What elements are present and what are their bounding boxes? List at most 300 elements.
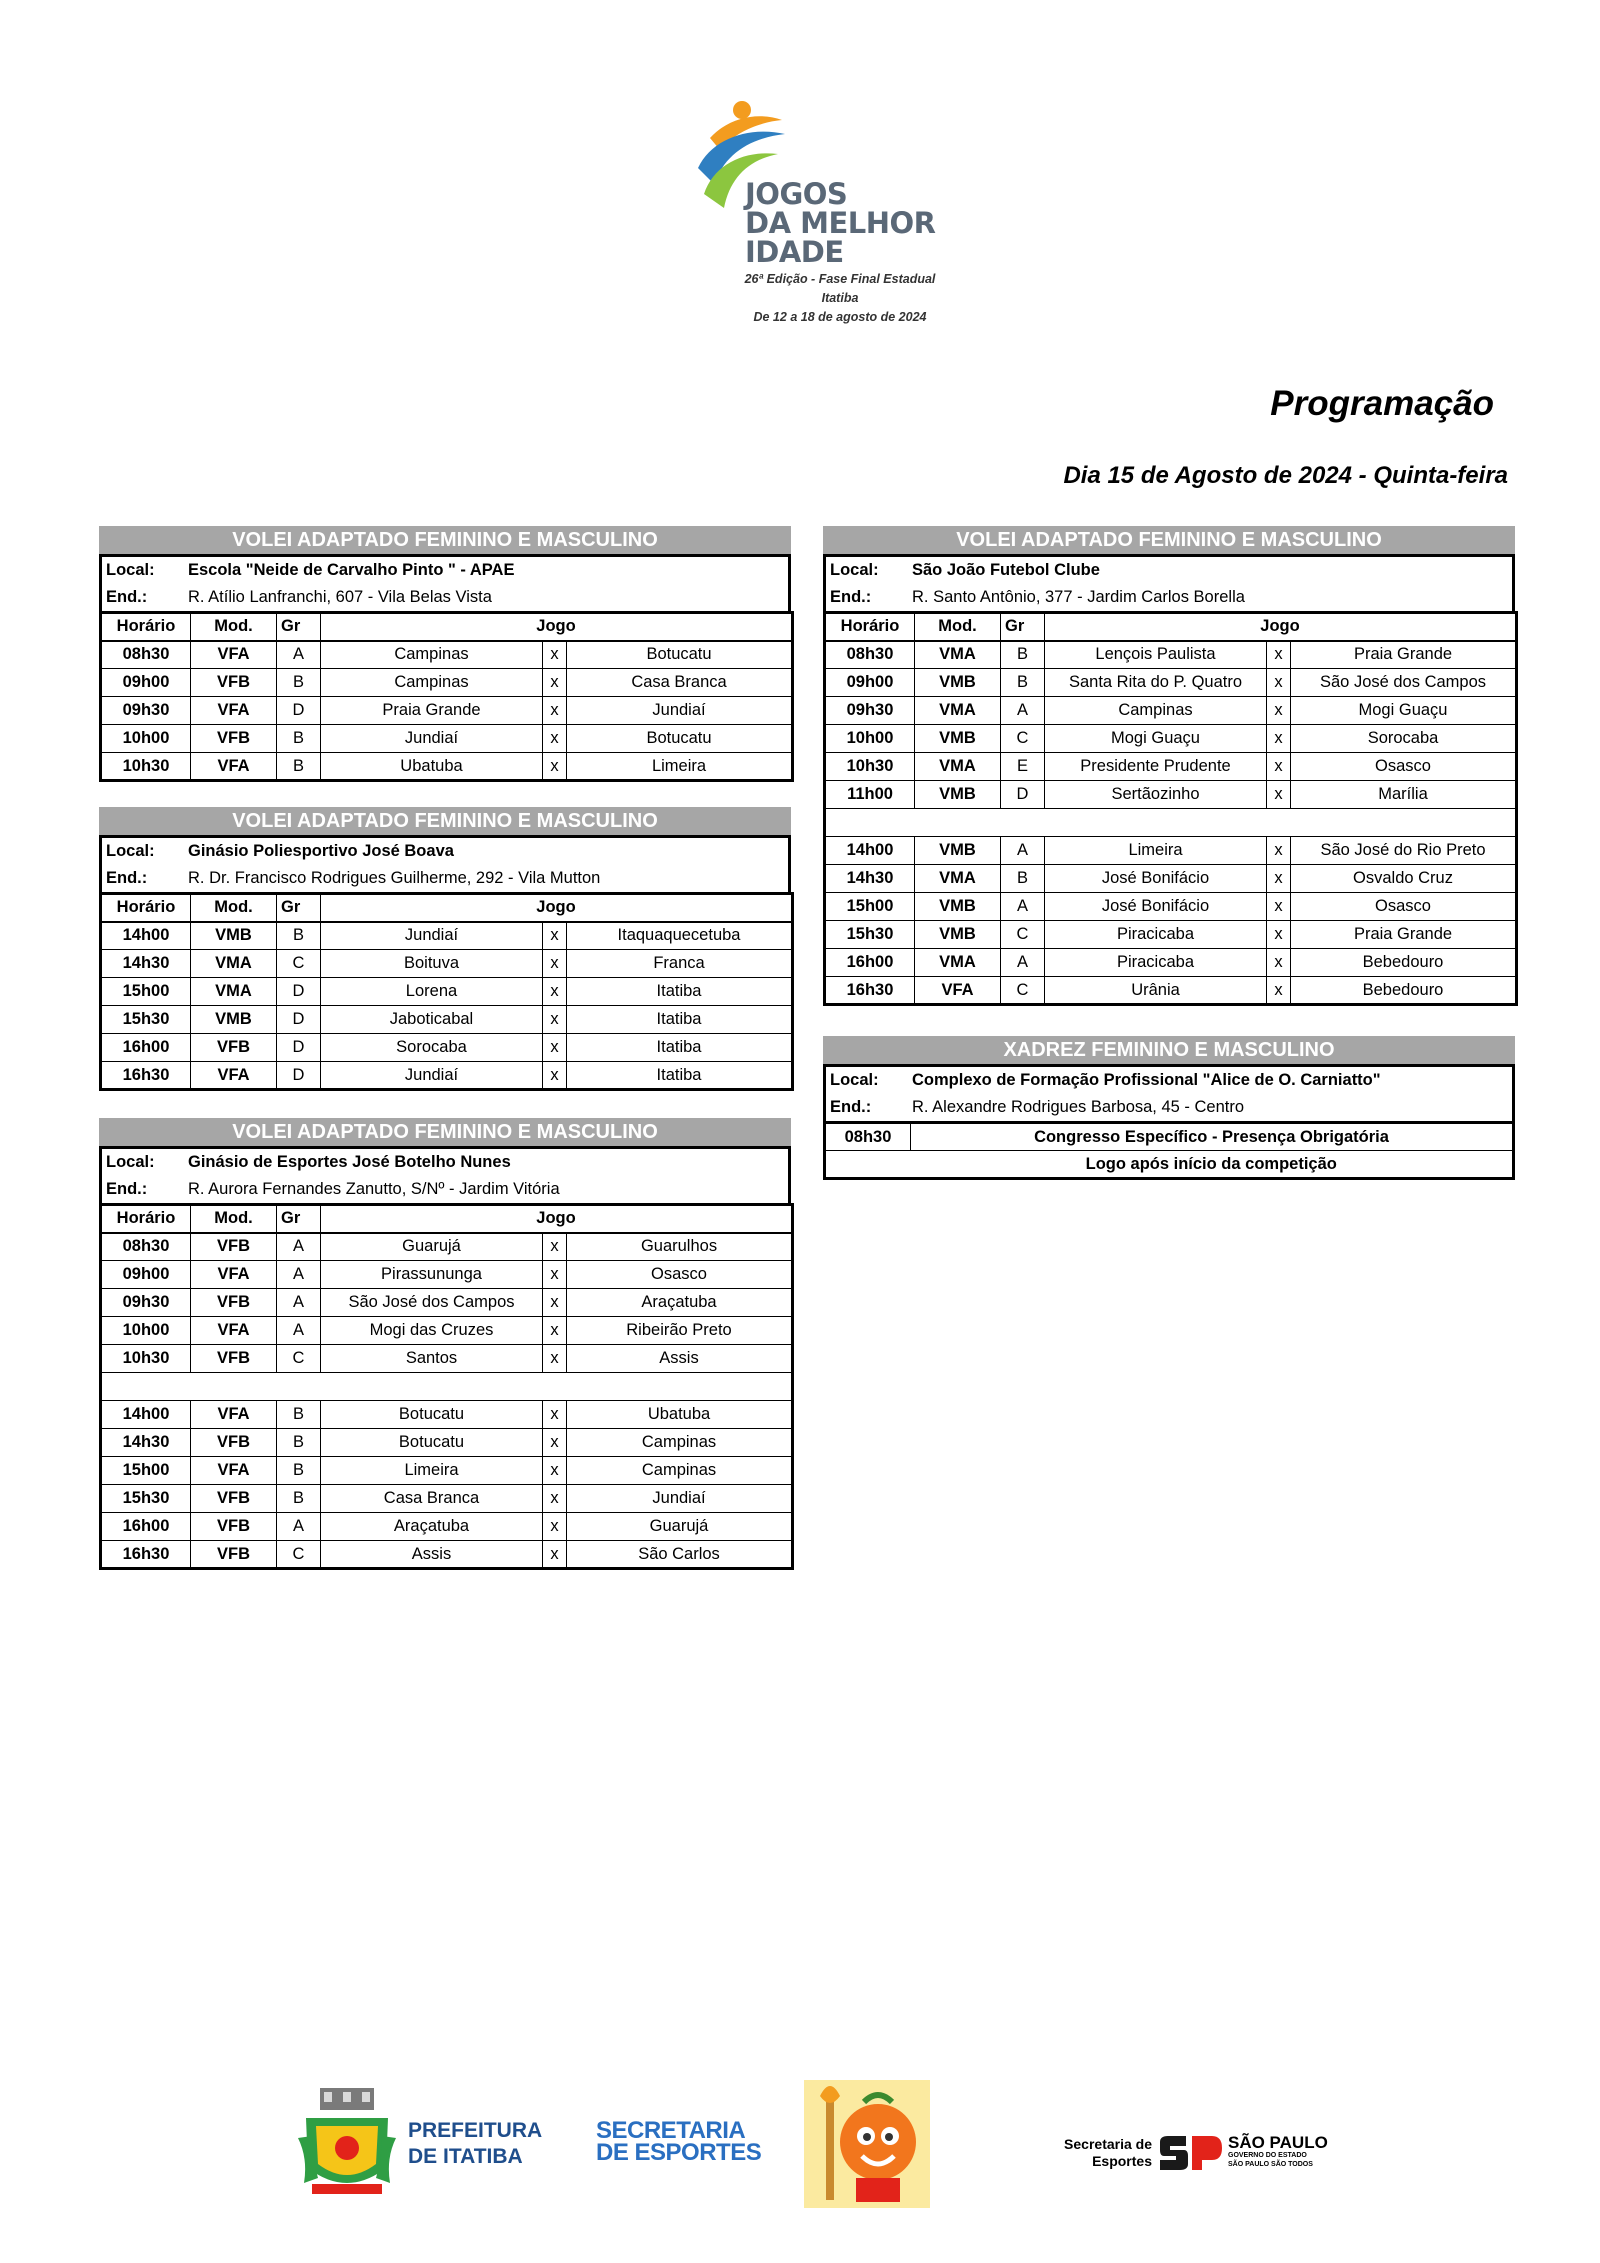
cell-modality: VFA: [191, 697, 277, 725]
sp-logo-sub-1: GOVERNO DO ESTADO: [1228, 2152, 1307, 2159]
table-row: [101, 1401, 793, 1429]
cell-team-b: Praia Grande: [1291, 921, 1517, 949]
cell-time: 16h00: [101, 1034, 191, 1062]
cell-versus: x: [543, 725, 567, 753]
cell-time: 10h30: [101, 1345, 191, 1373]
cell-team-b: Itatiba: [567, 1006, 793, 1034]
logo-line-3: IDADE: [745, 235, 844, 269]
cell-team-b: Osasco: [1291, 893, 1517, 921]
cell-team-a: Campinas: [1045, 697, 1267, 725]
logo-dates: De 12 a 18 de agosto de 2024: [753, 310, 927, 324]
cell-modality: VFA: [191, 1401, 277, 1429]
table-row: [825, 837, 1517, 865]
chess-address-row: [826, 1094, 1512, 1121]
cell-group: D: [277, 1034, 321, 1062]
cell-team-b: Casa Branca: [567, 669, 793, 697]
table-row: [825, 893, 1517, 921]
schedule-block-jose-botelho: [99, 1118, 791, 1570]
cell-team-a: Campinas: [321, 669, 543, 697]
address-row: [102, 865, 788, 892]
local-label: Local:: [106, 1153, 155, 1171]
cell-versus: x: [543, 1062, 567, 1090]
chess-local-row: [826, 1067, 1512, 1094]
cell-group: B: [277, 1457, 321, 1485]
table-row: [101, 1317, 793, 1345]
address-row: [826, 584, 1512, 611]
table-row: [101, 1062, 793, 1090]
schedule-table: [823, 611, 1518, 1006]
cell-group: B: [277, 1401, 321, 1429]
header-horario: Horário: [101, 613, 191, 641]
table-row: [101, 1513, 793, 1541]
cell-team-a: Urânia: [1045, 977, 1267, 1005]
cell-versus: x: [1267, 753, 1291, 781]
cell-modality: VMA: [915, 865, 1001, 893]
cell-team-a: Sertãozinho: [1045, 781, 1267, 809]
cell-modality: VFB: [191, 1513, 277, 1541]
cell-team-a: Lençois Paulista: [1045, 641, 1267, 669]
cell-team-a: Botucatu: [321, 1429, 543, 1457]
chess-row: [825, 1123, 1514, 1151]
cell-group: C: [277, 1541, 321, 1569]
chess-line-1: Congresso Específico - Presença Obrigatória: [911, 1123, 1514, 1151]
address-label: End.:: [830, 588, 872, 606]
table-row: [101, 1457, 793, 1485]
cell-group: B: [1001, 641, 1045, 669]
header-gr: Gr: [1001, 613, 1045, 641]
address-row: [102, 584, 788, 611]
cell-versus: x: [1267, 977, 1291, 1005]
sp-logo-sub-2: SÃO PAULO SÃO TODOS: [1228, 2161, 1313, 2168]
chess-time: 08h30: [825, 1123, 911, 1151]
cell-versus: x: [543, 753, 567, 781]
mascot-icon: [804, 2080, 930, 2208]
table-header-row: [101, 894, 793, 922]
cell-group: D: [277, 697, 321, 725]
cell-group: B: [277, 725, 321, 753]
chess-address-value: R. Alexandre Rodrigues Barbosa, 45 - Centro: [912, 1098, 1245, 1116]
chess-row: [825, 1151, 1514, 1179]
table-row: [101, 1429, 793, 1457]
cell-team-b: São José dos Campos: [1291, 669, 1517, 697]
cell-group: D: [277, 1006, 321, 1034]
table-row: [101, 1261, 793, 1289]
cell-group: E: [1001, 753, 1045, 781]
table-row: [101, 978, 793, 1006]
cell-versus: x: [543, 922, 567, 950]
cell-modality: VMA: [191, 978, 277, 1006]
table-header-row: [101, 1205, 793, 1233]
address-value: R. Atílio Lanfranchi, 607 - Vila Belas Vista: [188, 588, 492, 606]
cell-modality: VMB: [915, 669, 1001, 697]
cell-versus: x: [543, 1034, 567, 1062]
block-heading: VOLEI ADAPTADO FEMININO E MASCULINO: [99, 807, 791, 835]
logo-city: Itatiba: [821, 291, 859, 305]
cell-versus: x: [543, 1317, 567, 1345]
cell-team-a: Guarujá: [321, 1233, 543, 1261]
prefeitura-line-2: DE ITATIBA: [408, 2145, 523, 2168]
cell-modality: VFA: [191, 1261, 277, 1289]
table-row: [101, 1233, 793, 1261]
cell-versus: x: [543, 669, 567, 697]
prefeitura-logo-text: [408, 2118, 542, 2170]
sp-logo-title: SÃO PAULO: [1228, 2133, 1328, 2152]
cell-team-b: Sorocaba: [1291, 725, 1517, 753]
table-spacer-row: [825, 809, 1517, 837]
cell-versus: x: [543, 978, 567, 1006]
block-heading: VOLEI ADAPTADO FEMININO E MASCULINO: [99, 526, 791, 554]
cell-modality: VMB: [915, 837, 1001, 865]
table-row: [101, 1034, 793, 1062]
cell-team-b: Osasco: [1291, 753, 1517, 781]
table-row: [101, 950, 793, 978]
cell-group: B: [1001, 669, 1045, 697]
cell-team-a: Mogi das Cruzes: [321, 1317, 543, 1345]
table-row: [825, 669, 1517, 697]
spacer-cell: [101, 1373, 793, 1401]
table-header-row: [101, 613, 793, 641]
cell-time: 08h30: [101, 641, 191, 669]
cell-group: A: [1001, 697, 1045, 725]
secretaria-esportes-logo-text: [596, 2117, 762, 2166]
cell-team-b: Guarujá: [567, 1513, 793, 1541]
cell-team-a: Lorena: [321, 978, 543, 1006]
cell-team-b: São José do Rio Preto: [1291, 837, 1517, 865]
cell-modality: VMB: [191, 922, 277, 950]
cell-team-b: Jundiaí: [567, 697, 793, 725]
cell-modality: VFB: [191, 1233, 277, 1261]
cell-modality: VFA: [191, 1457, 277, 1485]
chess-block: [823, 1036, 1515, 1180]
cell-modality: VMB: [915, 921, 1001, 949]
cell-time: 15h30: [101, 1006, 191, 1034]
header-horario: Horário: [101, 894, 191, 922]
cell-time: 10h00: [825, 725, 915, 753]
logo-line-2: DA MELHOR: [745, 206, 936, 240]
cell-modality: VFA: [191, 1317, 277, 1345]
cell-team-b: Mogi Guaçu: [1291, 697, 1517, 725]
table-row: [825, 865, 1517, 893]
header-mod: Mod.: [191, 613, 277, 641]
header-gr: Gr: [277, 894, 321, 922]
cell-team-a: Pirassununga: [321, 1261, 543, 1289]
header-jogo: Jogo: [321, 1205, 793, 1233]
cell-team-b: Botucatu: [567, 641, 793, 669]
cell-versus: x: [543, 1485, 567, 1513]
cell-group: D: [277, 1062, 321, 1090]
local-row: [102, 557, 788, 584]
cell-modality: VFB: [191, 1541, 277, 1569]
cell-time: 14h00: [101, 1401, 191, 1429]
cell-team-b: Itatiba: [567, 1034, 793, 1062]
cell-time: 14h30: [101, 950, 191, 978]
cell-team-b: Itaquaquecetuba: [567, 922, 793, 950]
cell-versus: x: [1267, 697, 1291, 725]
address-row: [102, 1176, 788, 1203]
cell-versus: x: [1267, 725, 1291, 753]
chess-line-2: Logo após início da competição: [911, 1151, 1514, 1179]
local-label: Local:: [830, 561, 879, 579]
header-mod: Mod.: [915, 613, 1001, 641]
cell-modality: VMA: [915, 641, 1001, 669]
cell-time: 15h00: [101, 1457, 191, 1485]
address-label: End.:: [830, 1098, 872, 1116]
cell-versus: x: [1267, 669, 1291, 697]
cell-team-a: Jundiaí: [321, 725, 543, 753]
header-jogo: Jogo: [321, 894, 793, 922]
cell-group: A: [1001, 837, 1045, 865]
cell-modality: VMA: [915, 949, 1001, 977]
cell-group: C: [1001, 725, 1045, 753]
cell-modality: VMB: [915, 725, 1001, 753]
cell-group: B: [1001, 865, 1045, 893]
cell-team-a: José Bonifácio: [1045, 893, 1267, 921]
cell-time: 10h00: [101, 725, 191, 753]
cell-group: A: [1001, 949, 1045, 977]
table-row: [101, 641, 793, 669]
cell-time: 15h30: [825, 921, 915, 949]
cell-group: B: [277, 922, 321, 950]
table-row: [101, 1289, 793, 1317]
local-value: São João Futebol Clube: [912, 561, 1100, 579]
cell-time: 09h00: [825, 669, 915, 697]
cell-modality: VMB: [191, 1006, 277, 1034]
cell-team-b: Guarulhos: [567, 1233, 793, 1261]
cell-team-b: Osvaldo Cruz: [1291, 865, 1517, 893]
cell-versus: x: [543, 1233, 567, 1261]
table-row: [101, 1485, 793, 1513]
cell-modality: VMB: [915, 781, 1001, 809]
cell-group: B: [277, 1429, 321, 1457]
cell-team-b: Bebedouro: [1291, 949, 1517, 977]
sp-logo-text: [1228, 2134, 1328, 2169]
address-value: R. Aurora Fernandes Zanutto, S/Nº - Jardim Vitória: [188, 1180, 560, 1198]
cell-group: A: [277, 1233, 321, 1261]
sec-estado-line-2: Esportes: [1092, 2153, 1152, 2169]
cell-team-a: Jundiaí: [321, 1062, 543, 1090]
cell-team-a: Jaboticabal: [321, 1006, 543, 1034]
table-row: [825, 641, 1517, 669]
secretaria-line-1: SECRETARIA: [596, 2117, 746, 2144]
page-date: Dia 15 de Agosto de 2024 - Quinta-feira: [1063, 462, 1508, 489]
cell-team-a: José Bonifácio: [1045, 865, 1267, 893]
cell-team-b: Araçatuba: [567, 1289, 793, 1317]
cell-group: A: [277, 1261, 321, 1289]
table-row: [101, 669, 793, 697]
cell-time: 09h00: [101, 1261, 191, 1289]
header-mod: Mod.: [191, 894, 277, 922]
cell-group: B: [277, 753, 321, 781]
chess-block-heading: XADREZ FEMININO E MASCULINO: [823, 1036, 1515, 1064]
cell-team-a: Araçatuba: [321, 1513, 543, 1541]
cell-versus: x: [543, 1513, 567, 1541]
table-spacer-row: [101, 1373, 793, 1401]
table-row: [825, 725, 1517, 753]
cell-team-a: Mogi Guaçu: [1045, 725, 1267, 753]
table-row: [101, 697, 793, 725]
header-horario: Horário: [825, 613, 915, 641]
local-row: [102, 1149, 788, 1176]
venue-info: [99, 554, 791, 611]
cell-team-b: Jundiaí: [567, 1485, 793, 1513]
cell-modality: VFA: [191, 641, 277, 669]
cell-team-a: Sorocaba: [321, 1034, 543, 1062]
local-row: [826, 557, 1512, 584]
cell-versus: x: [543, 1345, 567, 1373]
cell-time: 16h30: [101, 1541, 191, 1569]
header-horario: Horário: [101, 1205, 191, 1233]
cell-modality: VMA: [915, 697, 1001, 725]
venue-info: [99, 835, 791, 892]
cell-time: 10h30: [101, 753, 191, 781]
cell-versus: x: [1267, 837, 1291, 865]
local-row: [102, 838, 788, 865]
table-row: [825, 949, 1517, 977]
schedule-table: [99, 611, 794, 782]
cell-team-b: Botucatu: [567, 725, 793, 753]
header-mod: Mod.: [191, 1205, 277, 1233]
cell-group: C: [1001, 977, 1045, 1005]
cell-versus: x: [1267, 921, 1291, 949]
page-title: Programação: [1270, 384, 1494, 423]
cell-time: 14h30: [825, 865, 915, 893]
itatiba-coat-of-arms-icon: [298, 2088, 396, 2200]
address-value: R. Santo Antônio, 377 - Jardim Carlos Borella: [912, 588, 1245, 606]
schedule-block-jose-boava: [99, 807, 791, 1091]
cell-time: 16h30: [101, 1062, 191, 1090]
cell-versus: x: [543, 950, 567, 978]
local-value: Ginásio Poliesportivo José Boava: [188, 842, 454, 860]
cell-modality: VMA: [915, 753, 1001, 781]
address-label: End.:: [106, 1180, 148, 1198]
cell-team-a: Jundiaí: [321, 922, 543, 950]
table-row: [101, 1345, 793, 1373]
address-value: R. Dr. Francisco Rodrigues Guilherme, 292 - Vila Mutton: [188, 869, 601, 887]
cell-team-b: Ubatuba: [567, 1401, 793, 1429]
cell-time: 15h30: [101, 1485, 191, 1513]
local-value: Escola "Neide de Carvalho Pinto " - APAE: [188, 561, 515, 579]
cell-team-a: Limeira: [1045, 837, 1267, 865]
local-value: Ginásio de Esportes José Botelho Nunes: [188, 1153, 511, 1171]
table-row: [101, 753, 793, 781]
cell-versus: x: [543, 1541, 567, 1569]
cell-versus: x: [1267, 865, 1291, 893]
cell-group: D: [277, 978, 321, 1006]
cell-modality: VFB: [191, 1034, 277, 1062]
cell-time: 15h00: [101, 978, 191, 1006]
cell-team-b: Campinas: [567, 1429, 793, 1457]
cell-team-a: Boituva: [321, 950, 543, 978]
schedule-table: [99, 1203, 794, 1570]
cell-team-a: Ubatuba: [321, 753, 543, 781]
footer-logos: [0, 2080, 1600, 2210]
cell-versus: x: [543, 1261, 567, 1289]
cell-group: A: [277, 1317, 321, 1345]
cell-team-b: Itatiba: [567, 978, 793, 1006]
cell-time: 14h00: [825, 837, 915, 865]
cell-time: 16h00: [101, 1513, 191, 1541]
cell-time: 14h30: [101, 1429, 191, 1457]
event-logo: [690, 98, 990, 338]
header-jogo: Jogo: [1045, 613, 1517, 641]
cell-time: 09h00: [101, 669, 191, 697]
event-logo-title: [745, 177, 936, 269]
local-label: Local:: [106, 842, 155, 860]
cell-time: 15h00: [825, 893, 915, 921]
cell-time: 08h30: [825, 641, 915, 669]
venue-info: [823, 554, 1515, 611]
cell-team-a: Limeira: [321, 1457, 543, 1485]
table-row: [101, 725, 793, 753]
address-label: End.:: [106, 869, 148, 887]
cell-team-b: Bebedouro: [1291, 977, 1517, 1005]
header-gr: Gr: [277, 613, 321, 641]
venue-info: [99, 1146, 791, 1203]
sec-estado-line-1: Secretaria de: [1064, 2136, 1152, 2152]
cell-time: 09h30: [825, 697, 915, 725]
cell-modality: VFA: [191, 753, 277, 781]
table-row: [825, 781, 1517, 809]
chess-empty-cell: [825, 1151, 911, 1179]
cell-time: 08h30: [101, 1233, 191, 1261]
cell-team-a: São José dos Campos: [321, 1289, 543, 1317]
table-row: [101, 922, 793, 950]
spacer-cell: [825, 809, 1517, 837]
cell-modality: VFB: [191, 1485, 277, 1513]
cell-modality: VFB: [191, 1429, 277, 1457]
cell-modality: VFB: [191, 725, 277, 753]
chess-table: [823, 1121, 1515, 1180]
cell-team-a: Casa Branca: [321, 1485, 543, 1513]
cell-team-b: Campinas: [567, 1457, 793, 1485]
secretaria-line-2: DE ESPORTES: [596, 2139, 762, 2166]
cell-versus: x: [543, 1289, 567, 1317]
cell-group: C: [277, 950, 321, 978]
cell-team-b: Limeira: [567, 753, 793, 781]
cell-team-a: Assis: [321, 1541, 543, 1569]
cell-versus: x: [543, 1006, 567, 1034]
cell-modality: VFB: [191, 669, 277, 697]
local-label: Local:: [830, 1071, 879, 1089]
cell-time: 10h30: [825, 753, 915, 781]
cell-versus: x: [1267, 781, 1291, 809]
cell-modality: VMA: [191, 950, 277, 978]
cell-versus: x: [543, 1429, 567, 1457]
cell-team-a: Piracicaba: [1045, 949, 1267, 977]
cell-time: 10h00: [101, 1317, 191, 1345]
cell-team-a: Presidente Prudente: [1045, 753, 1267, 781]
cell-team-a: Santos: [321, 1345, 543, 1373]
cell-time: 09h30: [101, 697, 191, 725]
logo-line-1: JOGOS: [745, 177, 848, 211]
block-heading: VOLEI ADAPTADO FEMININO E MASCULINO: [99, 1118, 791, 1146]
cell-time: 16h00: [825, 949, 915, 977]
prefeitura-line-1: PREFEITURA: [408, 2119, 543, 2142]
cell-time: 14h00: [101, 922, 191, 950]
cell-team-b: São Carlos: [567, 1541, 793, 1569]
table-row: [101, 1541, 793, 1569]
cell-versus: x: [1267, 641, 1291, 669]
table-row: [101, 1006, 793, 1034]
header-jogo: Jogo: [321, 613, 793, 641]
schedule-block-apae: [99, 526, 791, 782]
cell-group: B: [277, 669, 321, 697]
chess-local-value: Complexo de Formação Profissional "Alice de O. Carniatto": [912, 1071, 1381, 1089]
table-header-row: [825, 613, 1517, 641]
cell-group: A: [1001, 893, 1045, 921]
cell-versus: x: [543, 641, 567, 669]
cell-versus: x: [543, 1401, 567, 1429]
